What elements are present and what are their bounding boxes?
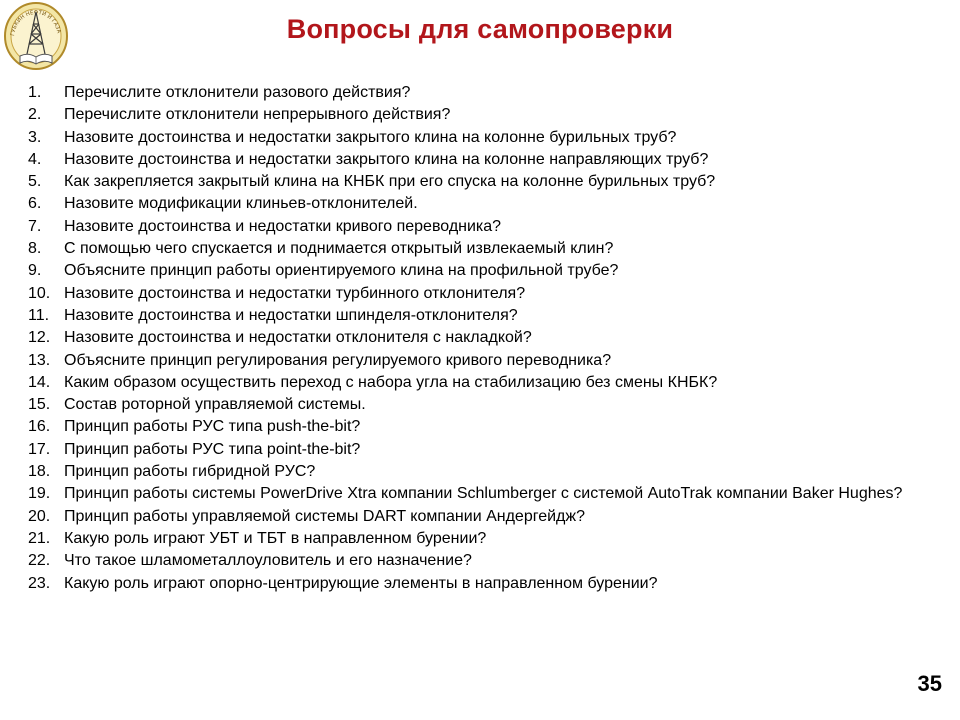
question-list (28, 82, 928, 595)
question-item (28, 305, 928, 327)
question-text: Назовите достоинства и недостатки турбинного отклонителя? (64, 284, 526, 302)
question-text: Принцип работы управляемой системы DART компании Андергейдж? (64, 507, 585, 525)
question-number: 8. (28, 240, 42, 258)
question-text: Перечислите отклонители непрерывного действия? (64, 106, 451, 124)
question-item (28, 283, 928, 305)
question-number: 23. (28, 574, 51, 592)
question-item (28, 171, 928, 193)
question-item (28, 238, 928, 260)
question-number: 13. (28, 351, 51, 369)
question-text: Принцип работы гибридной РУС? (64, 463, 316, 481)
question-number: 11. (28, 306, 50, 324)
question-text: Принцип работы РУС типа push-the-bit? (64, 418, 361, 436)
question-number: 3. (28, 128, 42, 146)
question-item (28, 372, 928, 394)
question-item (28, 193, 928, 215)
question-number: 6. (28, 195, 42, 213)
question-item (28, 461, 928, 483)
question-text: Принцип работы РУС типа point-the-bit? (64, 440, 361, 458)
question-text: Какую роль играют опорно-центрирующие элементы в направленном бурении? (64, 574, 658, 592)
question-text: Как закрепляется закрытый клина на КНБК при его спуска на колонне бурильных труб? (64, 173, 716, 191)
question-number: 7. (28, 217, 42, 235)
question-text: Назовите достоинства и недостатки кривого переводника? (64, 217, 502, 235)
question-item (28, 216, 928, 238)
question-number: 22. (28, 552, 51, 570)
question-number: 10. (28, 284, 51, 302)
question-number: 15. (28, 396, 51, 414)
question-text: Назовите достоинства и недостатки закрытого клина на колонне бурильных труб? (64, 128, 677, 146)
question-number: 9. (28, 262, 42, 280)
question-item (28, 439, 928, 461)
question-number: 17. (28, 440, 51, 458)
question-item (28, 149, 928, 171)
question-number: 1. (28, 84, 42, 101)
question-number: 20. (28, 507, 51, 525)
question-text: Назовите достоинства и недостатки шпинделя-отклонителя? (64, 306, 518, 324)
question-item (28, 483, 928, 505)
question-item (28, 327, 928, 349)
seal-text: ГУБКИН НЕФТИ И ГАЗА (10, 9, 62, 37)
question-number: 2. (28, 106, 42, 124)
question-text: Принцип работы системы PowerDrive Xtra компании Schlumberger с системой AutoTrak компании Baker Hughes? (64, 485, 903, 503)
question-item (28, 528, 928, 550)
question-number: 14. (28, 373, 51, 391)
question-text: Какую роль играют УБТ и ТБТ в направленном бурении? (64, 529, 487, 547)
question-text: Что такое шламометаллоуловитель и его назначение? (64, 552, 472, 570)
question-text: Назовите модификации клиньев-отклонителей. (64, 195, 418, 213)
question-text: С помощью чего спускается и поднимается открытый извлекаемый клин? (64, 240, 614, 258)
question-number: 19. (28, 485, 51, 503)
question-item (28, 350, 928, 372)
question-item (28, 416, 928, 438)
question-number: 18. (28, 463, 51, 481)
question-text: Назовите достоинства и недостатки отклонителя с накладкой? (64, 329, 532, 347)
question-text: Состав роторной управляемой системы. (64, 396, 366, 414)
question-item (28, 127, 928, 149)
question-item (28, 506, 928, 528)
slide-title: Вопросы для самопроверки (286, 14, 674, 44)
question-text: Объясните принцип регулирования регулируемого кривого переводника? (64, 351, 612, 369)
question-item (28, 104, 928, 126)
question-text: Объясните принцип работы ориентируемого клина на профильной трубе? (64, 262, 619, 280)
question-text: Назовите достоинства и недостатки закрытого клина на колонне направляющих труб? (64, 150, 709, 168)
page-number: 35 (917, 671, 942, 696)
question-number: 16. (28, 418, 51, 436)
question-item (28, 550, 928, 572)
question-number: 5. (28, 173, 42, 191)
question-number: 21. (28, 529, 51, 547)
question-number: 4. (28, 150, 42, 168)
question-item (28, 573, 928, 595)
question-text: Перечислите отклонители разового действия? (64, 84, 411, 101)
question-number: 12. (28, 329, 51, 347)
question-item (28, 82, 928, 104)
question-item (28, 260, 928, 282)
question-text: Каким образом осуществить переход с набора угла на стабилизацию без смены КНБК? (64, 373, 718, 391)
question-item (28, 394, 928, 416)
